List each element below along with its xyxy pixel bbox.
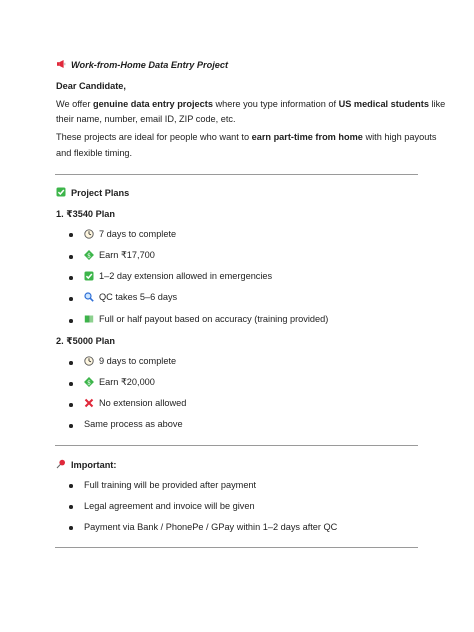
cross-icon: [84, 398, 94, 408]
bullet: [69, 382, 73, 386]
document-title: Work-from-Home Data Entry Project: [71, 60, 229, 70]
list-item-text: Legal agreement and invoice will be given: [84, 501, 255, 511]
plan-2-title: 2. ₹5000 Plan: [56, 336, 116, 346]
intro-paragraph-1-line-2: their name, number, email ID, ZIP code, etc.: [56, 114, 236, 124]
clock-icon: [84, 229, 94, 239]
section-heading-project-plans: Project Plans: [71, 188, 130, 198]
check-box-icon: [56, 187, 66, 197]
list-item-text: Earn ₹20,000: [99, 377, 155, 387]
list-item-text: 1–2 day extension allowed in emergencies: [99, 271, 273, 281]
bullet: [69, 526, 73, 530]
intro-paragraph-2: These projects are ideal for people who want to earn part-time from home with high payouts: [56, 132, 437, 142]
magnifier-icon: [84, 292, 94, 302]
divider: [55, 174, 418, 175]
list-item-text: QC takes 5–6 days: [99, 292, 178, 302]
clock-icon: [84, 356, 94, 366]
bullet: [69, 505, 73, 509]
bullet: [69, 297, 73, 301]
pushpin-icon: [56, 459, 66, 469]
bullet: [69, 233, 73, 237]
bullet: [69, 424, 73, 428]
plan-1-title: 1. ₹3540 Plan: [56, 209, 116, 219]
list-item-text: Full training will be provided after payment: [84, 480, 257, 490]
section-heading-important: Important:: [71, 460, 117, 470]
intro-paragraph-2-line-2: and flexible timing.: [56, 148, 133, 158]
list-item-text: 7 days to complete: [99, 229, 177, 239]
list-item-text: Full or half payout based on accuracy (training provided): [99, 314, 329, 324]
divider: [55, 547, 418, 548]
list-item-text: 9 days to complete: [99, 356, 177, 366]
bullet: [69, 319, 73, 323]
bullet: [69, 276, 73, 280]
greeting: Dear Candidate,: [56, 81, 126, 91]
list-item-text: Same process as above: [84, 419, 183, 429]
svg-text:$: $: [87, 379, 91, 387]
list-item-text: No extension allowed: [99, 398, 187, 408]
bullet: [69, 361, 73, 365]
intro-paragraph-1: We offer genuine data entry projects where you type information of US medical students like: [56, 99, 446, 109]
list-item-text: Payment via Bank / PhonePe / GPay within 1–2 days after QC: [84, 522, 338, 532]
check-box-icon: [84, 271, 94, 281]
megaphone-icon: [56, 59, 66, 69]
list-item-text: Earn ₹17,700: [99, 250, 155, 260]
bullet: [69, 484, 73, 488]
bullet: [69, 255, 73, 259]
money-icon: [84, 250, 94, 260]
bullet: [69, 403, 73, 407]
book-icon: [84, 314, 94, 324]
svg-text:$: $: [87, 252, 91, 260]
divider: [55, 445, 418, 446]
money-icon: [84, 377, 94, 387]
